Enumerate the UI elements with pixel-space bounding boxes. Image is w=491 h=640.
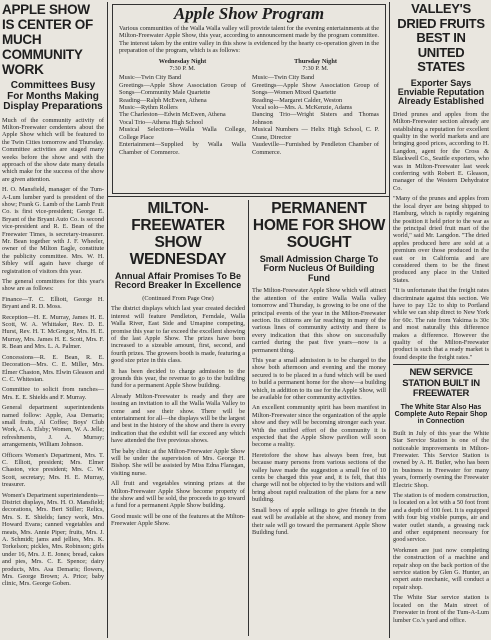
program-item: Music—Twin City Band (119, 74, 182, 82)
program-item: Vocal solo—Mrs. A. McKenzie, Adams (252, 104, 353, 112)
paragraph: All fruit and vegetables winning prizes at the Milton-Freewater Apple Show become property of the show and will be sold, the proceeds to go toward a fund for a permanent Apple Show building. (111, 480, 245, 510)
program-item: Entertainment—Supplied by Walla Walla Chamber of Commerce. (119, 141, 246, 156)
paragraph: Built in July of this year the White Star Service Station is one of the noticeable improvements in Milton-Freewater. This Service Station is owned by A. H. Butler, who has been in business in Freewater for many years, formerly owning the Freewater Electric Shop. (393, 429, 489, 489)
paragraph: Heretofore the show has always been free, but because many persons from various sections of the valley have made the suggestion a small fee of 10 cents be charged this year and, it is felt, that this charge will not be objected to by the visitors and will bring about rapid realization of the plans for a new building. (252, 451, 386, 504)
thursday-program (252, 58, 379, 156)
paragraph: An excellent community spirit has been manifest in Milton-Freewater since the organization of the apple show and they will be becoming stronger each year. With the unified effort of the community it is expected that the Apple Show pavilion will soon become a reality. (252, 404, 386, 449)
deck-exporter-says: Exporter Says Enviable Reputation Already Established (397, 77, 485, 107)
paragraph: Reception—H. E. Murray, James H. E. Scott, W. A. Whittaker, Rev. D. E. Hurst, Rev. H. T. McGregor, Mrs. H. E. Murray, Mrs. James H. E. Scott, Mrs. F. R. Bean and Mrs. L. A. Palmer. (2, 313, 104, 351)
program-item: Music—Rythm Rollers (119, 104, 178, 112)
paragraph: Dried prunes and apples from the Milton-Freewater section already are establishing a reputation for excellent quality in the world markets and are bringing good prices, according to H. Langdon, agent for the Cross & Blackwell Co., Seattle exporters, who was in Milton-Freewater last week conferring with Robert E. Gleason, manager of the Western Dehydrator Co. (393, 110, 489, 192)
paragraph: Committee to solicit from ranches—Mrs. E. E. Shields and F. Murray. (2, 386, 104, 401)
program-title: Apple Show Program (173, 4, 325, 23)
paragraph: The general committees for this year's show are as follows: (2, 278, 104, 293)
program-item: Vaudeville—Furnished by Pendleton Chamber of Commerce. (252, 141, 379, 156)
paragraph: The White Star service station is located on the Main street of Freewater in front of the Tum-A-Lum lumber Co.'s yard and office. (393, 594, 489, 624)
headline-new-service-station: NEW SERVICE STATION BUILT IN FREEWATER (402, 367, 480, 400)
paragraph: Workmen are just now completing the construction of a machine and repair shop on the back portion of the service station by Glen G. Hunter, an expert auto mechanic, will conduct a repair shop. (393, 546, 489, 591)
paragraph: Good music will be one of the features at the Milton-Freewater Apple Show. (111, 512, 245, 528)
paragraph: The baby clinic at the Milton-Freewater Apple Show will be under the supervision of Mrs. George H. Bishop. She will be assisted by Miss Edna Flansgan, visiting nurse. (111, 447, 245, 477)
program-item: Greetings—Apple Show Association Group of Songs—Women Mixed Quartette (252, 81, 379, 97)
paragraph: Small boys of apple sellings to give friends in the east will be available at the show, and money from their sale will go toward the permanent Apple Show Building fund. (252, 506, 386, 536)
paragraph: The district displays which last year created decided interest will feature Pendleton, Ferndale, Walla Walla River, East Side and Umapine competing, promise this year to far exceed the excellent showing of the last Apple Show. The prizes have been increased to a sizeable amount, first, second, and fourth prizes. The growers booth is made, featuring a good size prize in this class. (111, 305, 245, 365)
program-item: Musical Selections—Walla Walla College, College Place (119, 126, 246, 141)
paragraph: This year a small admission is to be charged to the show both afternoon and evening and the money secured is to be placed in a fund which will be used to build a permanent home for the show—a building which, in addition to its use for the Apple Show, will be available for other community activities. (252, 356, 386, 401)
paragraph: Already Milton-Freewater is ready and they are issuing an invitation to all the Walla Walla Valley to come and see their show. There will be entertainment for all—the displays will be the largest and best in the history of the show and there is every indication that the exhibit will far exceed any which have attended the five previous shows. (111, 392, 245, 445)
paragraph: General department superintendents named follow: Apple, Asa Demaris; small fruits, Al Coffee; Boys' Club Work, A. A. Elsby; Women, W. A. Jelle; refreshments, J. A. Murray; arrangements, William Johnson. (2, 404, 104, 449)
paragraph: Women's Department superintendents—District displays, Mrs. H. O. Mansfield; decorations, Mrs. Bert Stiller; Relics, Mrs. S. E. Shields; fancy work, Mrs. Howard Evans; canned vegetables and meats, Mrs. Annie Piper; fruits, Mrs. J. A. Schmidt; jams and jellies, Mrs. K. Torkelson; pickles, Mrs. Robinson; girls under 16, Mrs. J. E. Jones; bread, cakes and pies, Mrs. C. E. Spence; dairy products, Mrs. Asa Demaris; flowers, Mrs. George Brown; A. Price; baby clinic, Mrs. George Goben. (2, 491, 104, 588)
column-rule (389, 2, 390, 638)
wednesday-heading: Wednesday Night (158, 57, 207, 65)
continued-note: (Continued From Page One) (142, 294, 214, 302)
paragraph: The Milton-Freewater Apple Show which will attract the attention of the entire Walla Walla valley tomorrow and Thursday, is growing to be one of the principal events of the year in the Milton-Freewater section. Its citizens are far reaching in many of the various lines of community activity and there is every indication that this show on successfully carried during the past five years—now is a permanent thing. (252, 287, 386, 354)
permanent-home-story (252, 200, 386, 636)
headline-milton-freewater-show: MILTON-FREEWATER SHOW WEDNESDAY (129, 200, 227, 268)
wednesday-time: 7:30 P. M. (169, 65, 196, 73)
program-item: Music—Twin City Band (252, 74, 315, 82)
deck-white-star: The White Star Also Has Complete Auto Repair Shop in Connection (394, 403, 488, 426)
paragraph: Finance—T. C. Elliott, George H. Bryant and R. D. Moss. (2, 295, 104, 311)
paragraph: Officers Women's Department, Mrs. T. C. Elliott, president; Mrs. Elmer Chaston, vice president; Mrs. C. W. Scott, secretary; Mrs. H. E. Murray, treasurer. (2, 451, 104, 489)
program-item: Dancing Trio—Wright Sisters and Thomas Johnson (252, 111, 379, 126)
paragraph: "It is unfortunate that the freight rates discriminate against this section. We have to pay 12c to ship to Portland while we can ship direct to New York for 60c. The rate from Yakima is 30c and most naturally this difference makes a difference. However the quality of the Milton-Freewater product is such that a ready market is found despite the freight rates." (393, 287, 489, 361)
right-column (393, 2, 489, 638)
left-column (2, 2, 104, 638)
paragraph: It has been decided to charge admission to the grounds this year, the revenue to go to the building fund for a permanent Apple Show building. (111, 367, 245, 390)
program-item: Reading—Margaret Calder, Weston (252, 96, 343, 104)
program-item: Reading—Ralph McEwen, Athena (119, 96, 207, 104)
column-rule (248, 200, 249, 636)
deck-committees-busy: Committees Busy For Months Making Display Preparations (3, 80, 103, 112)
program-box (112, 4, 386, 194)
column-rule (107, 2, 108, 638)
thursday-time: 7:30 P. M. (302, 65, 329, 73)
horizontal-rule (108, 196, 389, 197)
paragraph: Much of the community activity of Milton-Freewater cendenters about the Apple Show which will be featured to the Twin Cities tomorrow and Thursday. Committee activities are staged many weeks before the show and with the approach of the show date many details which make for the success of the show are given attention. (2, 116, 104, 183)
deck-annual-affair: Annual Affair Promises To Be Record Breaker In Excellence (114, 271, 242, 291)
program-item: Greetings—Apple Show Association Group of Songs—Community Male Quartette (119, 81, 246, 97)
paragraph: H. O. Mansfield, manager of the Tum-A-Lum lumber yard is president of the show; Frank G. Lamb of the Lamb Fruit Co. is first vice-president; George E. Bryant of the Bryant Auto Co. is second vice-president and R. E. Bean of the Freewater Times, is secretary-treasurer. Mr. Bean together with J. F. Wheeler, owner of the Milton Eagle, constitute the publicity committee. Mrs. W. H. Sibley will again have charge of registration of visitors this year. (2, 186, 104, 275)
headline-valleys-dried-fruits: VALLEY'S DRIED FRUITS BEST IN UNITED STATES (397, 2, 485, 74)
headline-permanent-home: PERMANENT HOME FOR SHOW SOUGHT (252, 200, 386, 251)
deck-small-admission: Small Admission Charge To Form Nucleus Of Building Fund (259, 254, 379, 283)
paragraph: The station is of modern construction, is located on a lot with a 50 foot front and a depth of 100 feet. It is equipped with four big visible pumps, air and water outlet stands, a greasing rack and other equipment necessary for good service. (393, 492, 489, 544)
headline-apple-show-center: APPLE SHOW IS CENTER OF MUCH COMMUNITY WORK (2, 2, 93, 77)
thursday-heading: Thursday Night (294, 57, 337, 65)
horizontal-rule (393, 364, 489, 365)
program-item: The Charleston—Edwin McEwen, Athena (119, 111, 226, 119)
program-intro: Various communities of the Walla Walla valley will provide talent for the evening entertainments at the Milton-Freewater Apple Show, this year, according to announcement made by the program committee. The interest taken by the entire valley in this show is evidenced by the hearty co-operation given in the preparation of the program, which is as follows: (119, 25, 379, 55)
paragraph: Concessions—R. E. Bean, R. E. Decoration—Mrs. C. E. Miller, Mrs. Elmer Chaston, Mrs. Elwin Gleason and C. C. Whitesian. (2, 353, 104, 383)
paragraph: "Many of the prunes and apples from the local dryer are being shipped to Hamburg, which is rapidly regaining the position it held prior to the war as the principal dried fruit mart of the world," said Mr. Langdon. "The dried apples produced here are sold at a premium over those produced in the east or in California and are considered them to be the finest produced any place in the United States. (393, 195, 489, 284)
program-item: Vocal Trio—Athena High School (119, 118, 204, 126)
middle-story (111, 200, 245, 636)
program-item: Musical Numbers — Helix High School, C. P. Crane, Director (252, 126, 379, 141)
wednesday-program (119, 58, 246, 156)
